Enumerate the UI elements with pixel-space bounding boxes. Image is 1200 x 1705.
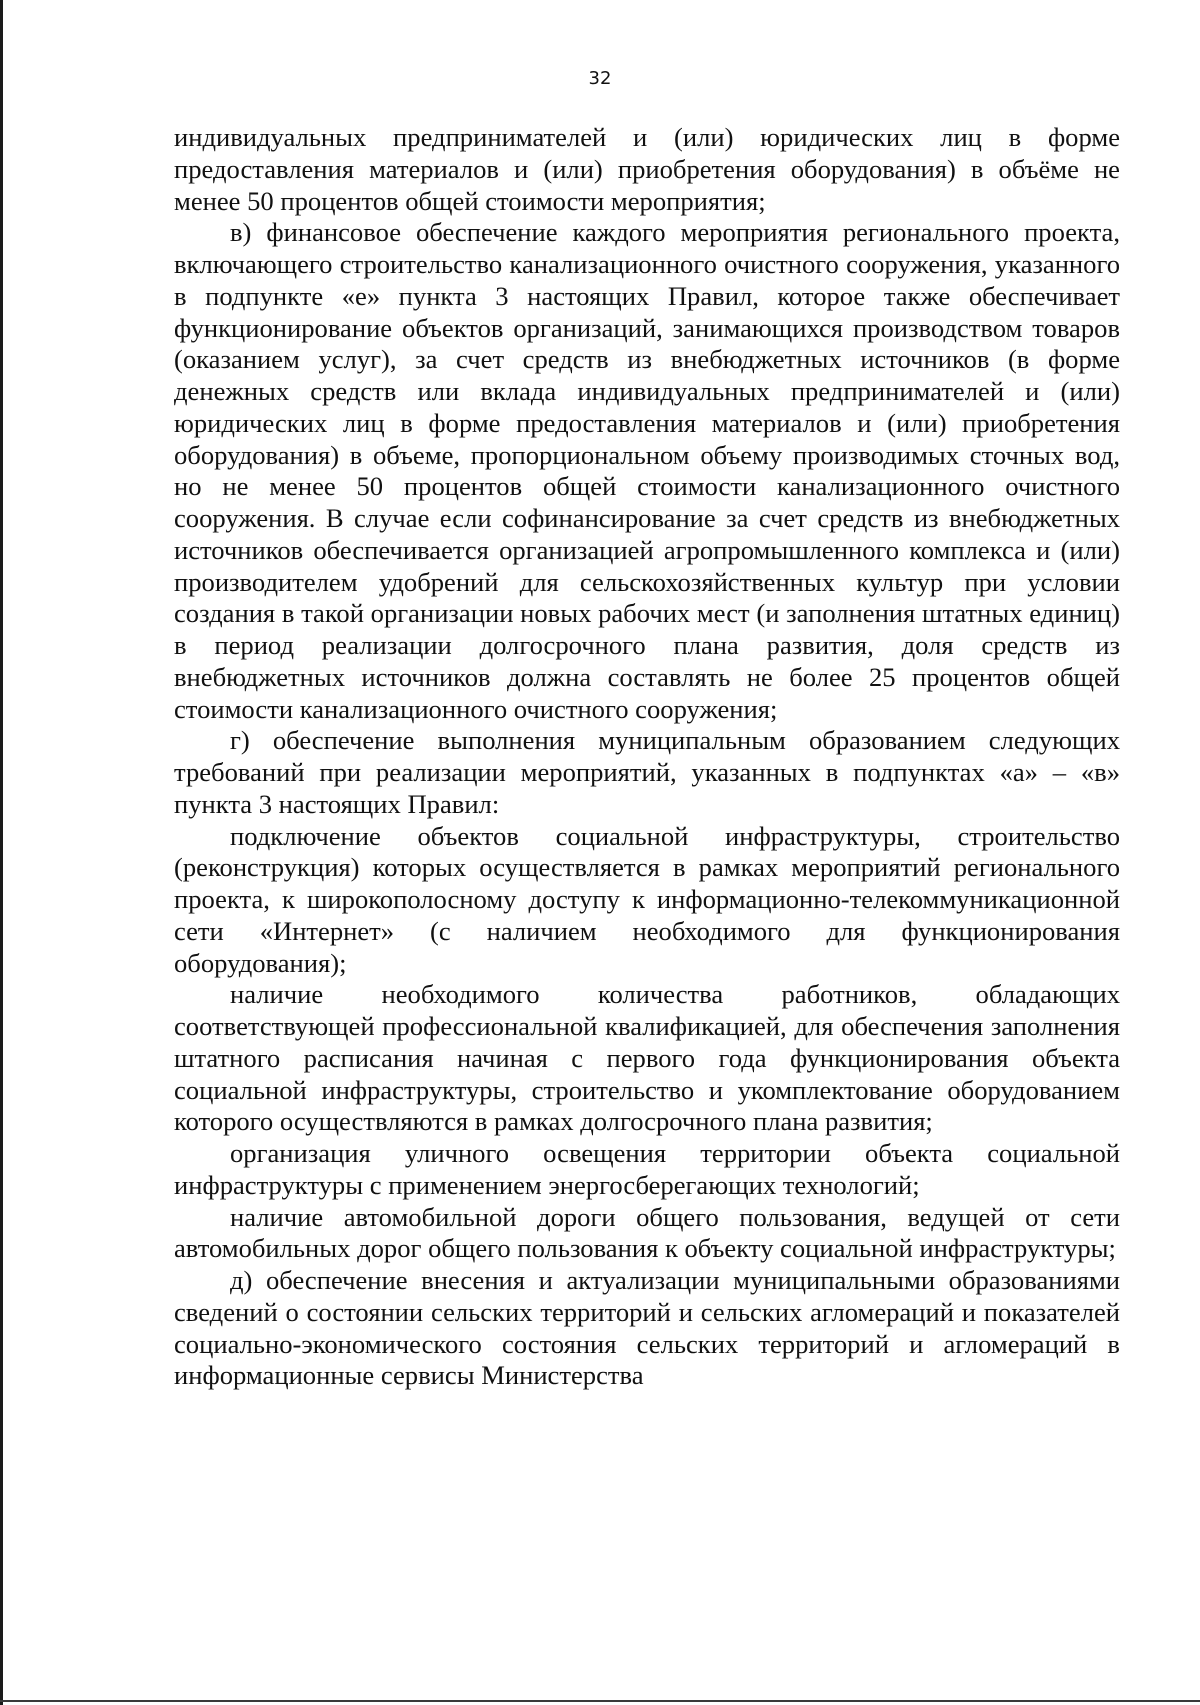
- paragraph-item-g: г) обеспечение выполнения муниципальным образованием следующих требований при реализации мероприятий, указанных в подпунктах «а» – «в» пункта 3 настоящих Правил:: [174, 725, 1120, 819]
- scan-edge-left: [0, 0, 3, 1705]
- paragraph-item-d: д) обеспечение внесения и актуализации муниципальными образованиями сведений о состоянии сельских территорий и сельских агломераций и показателей социально-экономического состояния сельских территорий и агломераций в информационные сервисы Министерства: [174, 1265, 1120, 1391]
- paragraph-item-v: в) финансовое обеспечение каждого мероприятия регионального проекта, включающего строительство канализационного очистного сооружения, указанного в подпункте «е» пункта 3 настоящих Правил, которое также обеспечивает функционирование объектов организаций, занимающихся производством товаров (оказанием услуг), за счет средств из внебюджетных источников (в форме денежных средств или вклада индивидуальных предпринимателей и (или) юридических лиц в форме предоставления материалов и (или) приобретения оборудования) в объеме, пропорциональном объему производимых сточных вод, но не менее 50 процентов общей стоимости канализационного очистного сооружения. В случае если софинансирование за счет средств из внебюджетных источников обеспечивается организацией агропромышленного комплекса и (или) производителем удобрений для сельскохозяйственных культур при условии создания в такой организации новых рабочих мест (и заполнения штатных единиц) в период реализации долгосрочного плана развития, доля средств из внебюджетных источников должна составлять не более 25 процентов общей стоимости канализационного очистного сооружения;: [174, 217, 1120, 724]
- paragraph-requirement-staff: наличие необходимого количества работников, обладающих соответствующей профессиональной квалификацией, для обеспечения заполнения штатного расписания начиная с первого года функционирования объекта социальной инфраструктуры, строительство и укомплектование оборудованием которого осуществляются в рамках долгосрочного плана развития;: [174, 979, 1120, 1137]
- page-number: 32: [588, 68, 612, 89]
- paragraph-requirement-lighting: организация уличного освещения территории объекта социальной инфраструктуры с применением энергосберегающих технологий;: [174, 1138, 1120, 1200]
- document-body: [174, 122, 1120, 1392]
- paragraph-requirement-internet: подключение объектов социальной инфраструктуры, строительство (реконструкция) которых осуществляется в рамках мероприятий регионального проекта, к широкополосному доступу к информационно-телекоммуникационной сети «Интернет» (с наличием необходимого для функционирования оборудования);: [174, 820, 1120, 978]
- scan-edge-bottom: [0, 1700, 1200, 1702]
- paragraph-requirement-road: наличие автомобильной дороги общего пользования, ведущей от сети автомобильных дорог общего пользования к объекту социальной инфраструктуры;: [174, 1201, 1120, 1264]
- paragraph-continuation: индивидуальных предпринимателей и (или) юридических лиц в форме предоставления материалов и (или) приобретения оборудования) в объёме не менее 50 процентов общей стоимости мероприятия;: [174, 122, 1120, 216]
